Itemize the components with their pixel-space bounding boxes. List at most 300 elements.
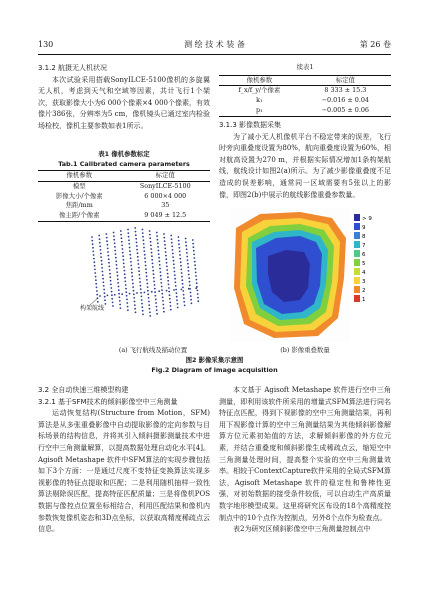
flight-point: [179, 247, 181, 249]
flight-point: [178, 236, 180, 238]
flight-point: [149, 315, 151, 317]
legend-swatch: [354, 232, 360, 239]
flight-point: [112, 302, 114, 304]
flight-point: [163, 311, 165, 313]
flight-point: [130, 257, 132, 259]
flight-point: [196, 279, 198, 281]
frame-line-point: [136, 292, 138, 294]
paragraph-uav-status: 本次试验采用搭载SonyILCE-5100像机的多旋翼无人机，考虑到天气和空域等因素，共计飞行1个架次，获取影像大小为6 000个像素×4 000个像素，有效像片386张，分辨率为5 cm，像机镜头已通过室内检验场检校，像机主要参数如表1所示。: [38, 75, 210, 130]
paragraph-table-2-intro: 表2为研究区倾斜影像空中三角测量控制点中: [233, 525, 371, 534]
flight-point: [147, 293, 149, 295]
flight-point: [194, 257, 196, 259]
flight-point: [132, 283, 134, 285]
flight-point: [102, 278, 104, 280]
figure-2-caption-en: Fig.2 Diagram of image acquisition: [151, 365, 278, 374]
flight-point: [173, 260, 175, 262]
flight-point: [195, 275, 197, 277]
flight-point: [135, 231, 137, 233]
table-1: [38, 170, 210, 222]
legend-label: 4: [362, 270, 366, 276]
flight-point: [166, 269, 168, 271]
flight-point: [166, 266, 168, 268]
flight-point: [94, 265, 96, 267]
flight-point: [111, 291, 113, 293]
flight-point: [117, 282, 119, 284]
legend-swatch: [354, 295, 360, 302]
flight-point: [97, 301, 99, 303]
flight-point: [132, 286, 134, 288]
flight-point: [99, 245, 101, 247]
flight-point: [130, 261, 132, 263]
flight-point: [137, 260, 139, 262]
flight-point: [115, 257, 117, 259]
flight-point: [155, 302, 157, 304]
table-header-cell: 标定值: [335, 75, 355, 84]
flight-point: [169, 294, 171, 296]
flight-point: [156, 232, 158, 234]
flight-point: [169, 298, 171, 300]
flight-point: [181, 272, 183, 274]
flight-point: [175, 285, 177, 287]
paragraph-sfm: 运动恢复结构(Structure from Motion，SFM)算法是从多张重叠影像中自动提取影像的定向参数与目标场景的结构信息，并将其引入倾斜摄影测量技术中进行空中三角测量解算，以提高数据处理自动化水平[4]。Agisoft Metashape 软件中SFM算法的实现步骤包括如下3个方面：一是通过尺度不变特征变换算法实现多视影像的特征点提取和匹配；二是利用随机抽样一致性算法剔除误匹配，提高特征匹配质量；三是将像机POS数据与像控点位置坐标相结合，利用匹配结果和像机内参数恢复像机姿态和3D点坐标，以获取高精度稀疏点云信息。: [38, 409, 210, 534]
flight-point: [173, 263, 175, 265]
flight-point: [104, 292, 106, 294]
flight-point: [160, 275, 162, 277]
flight-point: [188, 274, 190, 276]
frame-line-point: [188, 288, 190, 290]
table-cell: 8 333 ± 15.3: [324, 86, 367, 95]
table-cell: 像主距/个像素: [59, 211, 100, 220]
table-cell: −0.016 ± 0.04: [321, 96, 369, 105]
flight-point: [145, 268, 147, 270]
flight-point: [155, 299, 157, 301]
flight-point: [144, 254, 146, 256]
flight-point: [146, 283, 148, 285]
flight-point: [106, 237, 108, 239]
table-1-title-en: Tab.1 Calibrated camera parameters: [58, 159, 190, 168]
flight-point: [129, 250, 131, 252]
flight-point: [111, 294, 113, 296]
flight-point: [144, 261, 146, 263]
flight-point: [131, 275, 133, 277]
section-heading-3-1-2: 3.1.2 航摄无人机状况: [38, 64, 108, 72]
flight-point: [99, 242, 101, 244]
flight-point: [175, 281, 177, 283]
flight-point: [157, 239, 159, 241]
flight-point: [124, 281, 126, 283]
flight-point: [124, 273, 126, 275]
flight-point: [184, 305, 186, 307]
section-heading-3-2-1: 3.2.1 基于SFM技术的倾斜影像空中三角测量: [38, 397, 178, 406]
flight-point: [143, 243, 145, 245]
flight-point: [153, 281, 155, 283]
flight-point: [180, 261, 182, 263]
legend-swatch: [354, 277, 360, 284]
flight-point: [147, 286, 149, 288]
flight-point: [156, 306, 158, 308]
flight-point: [153, 273, 155, 275]
flight-point: [120, 234, 122, 236]
legend-swatch: [354, 259, 360, 266]
flight-point: [182, 283, 184, 285]
flight-point: [152, 270, 154, 272]
flight-point: [149, 311, 151, 313]
flight-point: [161, 286, 163, 288]
flight-point: [107, 251, 109, 253]
flight-point: [183, 294, 185, 296]
flight-point: [115, 260, 117, 262]
flight-point: [95, 276, 97, 278]
flight-point: [122, 252, 124, 254]
flight-point: [108, 258, 110, 260]
flight-point: [107, 244, 109, 246]
flight-point: [151, 259, 153, 261]
flight-point: [156, 313, 158, 315]
frame-line-point: [181, 289, 183, 291]
legend-label: 8: [362, 234, 366, 240]
flight-point: [96, 287, 98, 289]
flight-point: [154, 291, 156, 293]
flight-point: [119, 300, 121, 302]
flight-point: [115, 253, 117, 255]
flight-point: [125, 291, 127, 293]
flight-point: [133, 297, 135, 299]
flight-point: [120, 230, 122, 232]
flight-point: [117, 278, 119, 280]
flight-point: [140, 288, 142, 290]
flight-point: [156, 309, 158, 311]
flight-point: [149, 230, 151, 232]
journal-name: 测 绘 技 术 装 备: [184, 40, 245, 49]
flight-point: [138, 267, 140, 269]
legend-label: 5: [362, 261, 366, 267]
frame-line-point: [99, 295, 101, 297]
flight-point: [189, 284, 191, 286]
table-row: [38, 211, 210, 221]
flight-point: [141, 299, 143, 301]
flight-point: [142, 236, 144, 238]
flight-point: [110, 287, 112, 289]
flight-point: [126, 295, 128, 297]
flight-point: [106, 240, 108, 242]
flight-point: [133, 290, 135, 292]
flight-point: [93, 254, 95, 256]
flight-point: [178, 243, 180, 245]
frame-line-point: [173, 289, 175, 291]
flight-point: [196, 282, 198, 284]
flight-point: [190, 295, 192, 297]
flight-point: [121, 245, 123, 247]
flight-point: [96, 290, 98, 292]
flight-point: [162, 304, 164, 306]
table-row: [219, 86, 391, 96]
flight-point: [174, 271, 176, 273]
flight-point: [110, 280, 112, 282]
flight-point: [126, 302, 128, 304]
flight-point: [168, 287, 170, 289]
flight-point: [93, 258, 95, 260]
flight-point: [108, 266, 110, 268]
flight-point: [181, 276, 183, 278]
flight-point: [94, 269, 96, 271]
flight-point: [126, 299, 128, 301]
flight-point: [135, 311, 137, 313]
flight-point: [168, 291, 170, 293]
flight-point: [92, 247, 94, 249]
legend-label: 7: [362, 243, 366, 249]
map-legend: [354, 214, 372, 303]
flight-point: [186, 248, 188, 250]
flight-point: [127, 306, 129, 308]
flight-point: [157, 246, 159, 248]
flight-point: [116, 271, 118, 273]
flight-point: [100, 249, 102, 251]
flight-point: [151, 255, 153, 257]
right-column-bottom: [219, 385, 391, 536]
frame-line-point: [158, 290, 160, 292]
flight-point: [170, 235, 172, 237]
flight-point: [105, 303, 107, 305]
flight-point: [124, 270, 126, 272]
flight-point: [165, 258, 167, 260]
legend-label: 2: [362, 288, 366, 294]
flight-point: [161, 293, 163, 295]
flight-point: [158, 257, 160, 259]
flight-point: [114, 246, 116, 248]
flight-point: [164, 248, 166, 250]
flight-point: [160, 271, 162, 273]
flight-point: [152, 266, 154, 268]
flight-point: [128, 243, 130, 245]
flight-point: [100, 256, 102, 258]
flight-point: [185, 245, 187, 247]
flight-point: [148, 304, 150, 306]
page-number: 130: [38, 40, 54, 49]
table-cell: p₁: [256, 105, 263, 114]
flight-point: [92, 243, 94, 245]
flight-point: [123, 263, 125, 265]
flight-point: [164, 244, 166, 246]
flight-point: [91, 240, 93, 242]
flight-point: [112, 305, 114, 307]
flight-point: [145, 265, 147, 267]
flight-point: [163, 237, 165, 239]
legend-swatch: [354, 268, 360, 275]
flight-point: [116, 264, 118, 266]
flight-point: [149, 308, 151, 310]
table-1-title-cn: 表1 像机参数标定: [98, 150, 150, 158]
flight-point: [159, 268, 161, 270]
table-cell: 9 049 ± 12.5: [144, 211, 187, 220]
table-cell: k₁: [256, 96, 263, 105]
flight-point: [172, 249, 174, 251]
flight-point: [146, 279, 148, 281]
flight-point: [127, 232, 129, 234]
figure-2b-overlap-map: [230, 208, 385, 342]
flight-point: [140, 285, 142, 287]
flight-point: [193, 250, 195, 252]
flight-point: [182, 290, 184, 292]
flight-point: [177, 303, 179, 305]
flight-point: [176, 299, 178, 301]
paragraph-metashape: 本文基于 Agisoft Metashape 软件进行空中三角测量，即利用该软件所采用的增量式SFM算法进行同名特征点匹配，得到下视影像的空中三角测量结果，再利用下视影像计算的空中三角测量结果为其他倾斜影像解算方位元素初始值的方法，求解倾斜影像的外方位元素，并结合重叠度和倾斜影像生成稀疏点云，缩短空中三角测量处理时间，提高整个实验的空中三角测量效率。相较于ContextCapture软件采用的全局式SFM算法，Agisoft Metashape 软件的稳定性和鲁棒性更强，对初始数据的接受条件较低，可以自动生产高质量数字地形模型成果。这里将研究区布设的18个高精度控制点中的10个点作为控制点，另外8个点作为检查点。: [219, 386, 391, 522]
legend-label: 6: [362, 252, 366, 258]
flight-point: [188, 277, 190, 279]
legend-swatch: [354, 286, 360, 293]
header-rule: [38, 54, 391, 55]
table-1-continued-block: [219, 63, 391, 117]
flight-point: [102, 274, 104, 276]
flight-point: [138, 263, 140, 265]
table-cell: 35: [161, 201, 170, 210]
flight-point: [183, 297, 185, 299]
flight-point: [140, 292, 142, 294]
flight-point: [171, 238, 173, 240]
flight-point: [190, 299, 192, 301]
flight-point: [118, 286, 120, 288]
flight-point: [139, 281, 141, 283]
left-column-top: [38, 63, 210, 133]
right-column-top: [219, 120, 391, 201]
flight-point: [163, 233, 165, 235]
flight-point: [141, 306, 143, 308]
flight-point: [113, 235, 115, 237]
flight-point: [172, 256, 174, 258]
legend-swatch: [354, 241, 360, 248]
flight-point: [186, 252, 188, 254]
flight-point: [114, 250, 116, 252]
flight-point: [101, 260, 103, 262]
table-cell: −0.005 ± 0.06: [321, 105, 369, 114]
frame-line-point: [151, 291, 153, 293]
legend-label: 3: [362, 279, 366, 285]
flight-point: [158, 253, 160, 255]
figure-2-caption: [38, 356, 391, 375]
table-header-cell: 标定值: [155, 171, 175, 179]
flight-point: [192, 239, 194, 241]
figure-2a-subcaption: (a) 飞行航线及描动位置: [118, 346, 188, 354]
flight-point: [197, 300, 199, 302]
flight-point: [153, 277, 155, 279]
flight-point: [127, 309, 129, 311]
flight-point: [196, 290, 198, 292]
flight-point: [159, 264, 161, 266]
flight-point: [118, 289, 120, 291]
flight-point: [194, 264, 196, 266]
flight-point: [103, 289, 105, 291]
paragraph-image-acquisition: 为了减小无人机像机平台不稳定带来的误差，飞行时旁向重叠度设置为80%，航向重叠度设置为60%，相对航高设置为270 m，并根据实际情况增加1条构架航线，航线设计如图2(a)所示。为了减少影像重叠度不足造成的误差影响，通常同一区域需要有5张以上的影像，即图2(b)中展示的航线影像重叠参数量。: [219, 132, 391, 199]
legend-swatch: [354, 223, 360, 230]
flight-point: [107, 255, 109, 257]
frame-line-point: [114, 294, 116, 296]
table-row: [38, 181, 210, 191]
flight-point: [103, 281, 105, 283]
flight-point: [159, 260, 161, 262]
table-row: [219, 106, 391, 116]
flight-point: [165, 251, 167, 253]
flight-point: [148, 301, 150, 303]
flight-point: [138, 270, 140, 272]
table-row: [38, 201, 210, 211]
flight-point: [172, 253, 174, 255]
table-header-row: [219, 75, 391, 86]
flight-point: [136, 242, 138, 244]
flight-point: [109, 273, 111, 275]
table-cell: f_x/f_y/个像素: [238, 86, 281, 95]
flight-point: [185, 241, 187, 243]
figure-2a-flight-lines: [78, 222, 220, 340]
flight-point: [154, 284, 156, 286]
flight-point: [102, 271, 104, 273]
flight-point: [131, 272, 133, 274]
flight-point: [113, 232, 115, 234]
flight-point: [189, 281, 191, 283]
flight-point: [188, 270, 190, 272]
flight-point: [148, 297, 150, 299]
flight-point: [122, 255, 124, 257]
flight-point: [92, 251, 94, 253]
flight-point: [174, 278, 176, 280]
flight-point: [143, 239, 145, 241]
table-cell: 6 000×4 000: [144, 191, 187, 200]
frame-line-point: [121, 293, 123, 295]
flight-point: [139, 274, 141, 276]
frame-line-point: [166, 290, 168, 292]
flight-point: [197, 297, 199, 299]
flight-point: [142, 314, 144, 316]
flight-point: [141, 296, 143, 298]
flight-point: [179, 251, 181, 253]
flight-point: [110, 284, 112, 286]
flight-point: [91, 236, 93, 238]
flight-point: [116, 268, 118, 270]
table-row: [38, 192, 210, 202]
flight-point: [180, 269, 182, 271]
flight-point: [151, 252, 153, 254]
flight-point: [120, 307, 122, 309]
flight-point: [150, 248, 152, 250]
flight-point: [134, 301, 136, 303]
flight-point: [121, 237, 123, 239]
flight-point: [118, 293, 120, 295]
figure-2b-subcaption: (b) 影像重叠数量: [280, 346, 330, 354]
table-cell: SonyILCE-5100: [139, 181, 191, 190]
flight-point: [122, 248, 124, 250]
flight-point: [142, 232, 144, 234]
flight-point: [179, 254, 181, 256]
flight-point: [165, 255, 167, 257]
table-row: [219, 96, 391, 106]
flight-point: [149, 234, 151, 236]
flight-point: [186, 256, 188, 258]
flight-point: [135, 234, 137, 236]
flight-point: [99, 238, 101, 240]
frame-line-pointer: [90, 298, 98, 305]
flight-point: [160, 278, 162, 280]
flight-point: [106, 233, 108, 235]
flight-point: [113, 239, 115, 241]
flight-point: [175, 289, 177, 291]
flight-point: [193, 246, 195, 248]
flight-point: [128, 239, 130, 241]
flight-point: [185, 238, 187, 240]
flight-point: [95, 283, 97, 285]
running-header: [38, 38, 391, 52]
flight-point: [187, 259, 189, 261]
flight-point: [183, 301, 185, 303]
flight-point: [193, 254, 195, 256]
flight-point: [101, 263, 103, 265]
